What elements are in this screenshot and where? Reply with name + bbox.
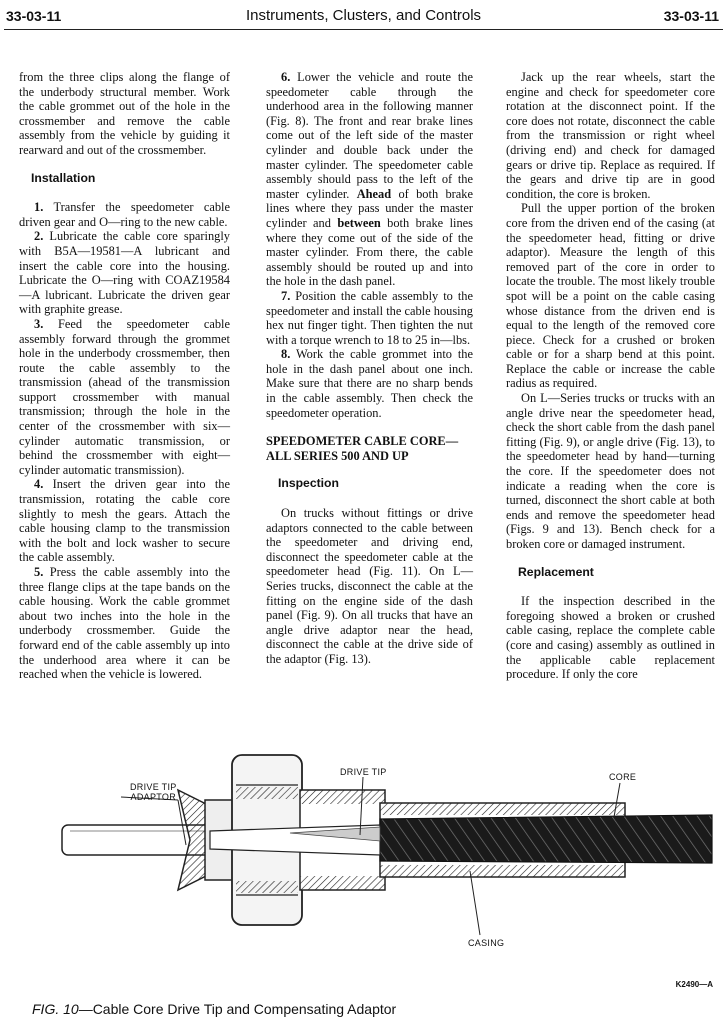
- step-3: [19, 317, 230, 478]
- paragraph: Pull the upper portion of the broken core from the driven end of the casing (at the speedometer head, fitting or drive adaptor). Measure the length of this removed part of the core in order to locate the trouble. The most likely trouble spot will be a point on the cable casing whose distance from the driven end is equal to the length of the removed core piece. Check for a crushed or broken cable or for a sharp bend at this point. Replace the cable or increase the cable radius as required.: [506, 201, 715, 391]
- step-text: Lubricate the cable core sparingly with B5A—19581—A lubricant and insert the cable core into the housing. Lubricate the O—ring with COAZ19584—A lubricant. Lubricate the driven gear with graphite grease.: [19, 229, 230, 317]
- step-1: [19, 200, 230, 229]
- step-text: Transfer the speedometer cable driven gear and O—ring to the new cable.: [19, 200, 230, 229]
- step-4: [19, 477, 230, 565]
- step-text: Insert the driven gear into the transmission, rotating the cable core slightly to mesh the gears. Attach the cable housing clamp to the transmission with the bolt and lock washer to secure the cable assembly.: [19, 477, 230, 565]
- heading-installation: Installation: [31, 170, 96, 185]
- label-casing: CASING: [468, 938, 505, 948]
- figure-caption: FIG. 10—Cable Core Drive Tip and Compensating Adaptor: [32, 1001, 397, 1017]
- step-2: [19, 229, 230, 317]
- paragraph: from the three clips along the flange of the underbody structural member. Work the cable grommet out of the hole in the crossmember and remove the cable assembly from the vehicle by guiding it rearward and out of the crossmember.: [19, 70, 230, 157]
- figure-cable-drive-tip: [0, 745, 727, 995]
- leader-casing: [470, 871, 480, 935]
- step-text: Lower the vehicle and route the speedometer cable through the underhood area in the following manner (Fig. 8). The front and rear brake lines come out of the left side of the master cylinder and double back under the master cylinder. The speedometer cable assembly should pass to the left of the master cylinder.: [266, 70, 473, 201]
- step-7: [266, 289, 473, 347]
- page-header: [0, 4, 727, 28]
- label-line: DRIVE TIP: [130, 782, 177, 792]
- page-title: Instruments, Clusters, and Controls: [245, 7, 482, 24]
- step-text: Position the cable assembly to the speedometer and install the cable housing hex nut finger tight. Then tighten the nut with a torque wrench to 18 to 25 in—lbs.: [266, 288, 473, 347]
- column-2: [266, 70, 473, 667]
- heading-inspection: Inspection: [278, 476, 339, 491]
- emphasis-between: between: [337, 215, 381, 230]
- step-number: 6.: [281, 70, 291, 84]
- section-heading: SPEEDOMETER CABLE CORE—ALL SERIES 500 AND UP: [266, 434, 459, 463]
- heading-replacement: Replacement: [518, 564, 594, 579]
- paragraph: If the inspection described in the foregoing showed a broken or crushed cable casing, replace the complete cable (core and casing) assembly as outlined in the applicable cable replacement procedure. If only the core: [506, 594, 715, 682]
- caption-text: Cable Core Drive Tip and Compensating Adaptor: [92, 1001, 397, 1017]
- step-text: Feed the speedometer cable assembly forward through the grommet hole in the underbody crossmember, then route the cable assembly to the transmission (ahead of the transmission support crossmember with manual transmission; through the hole in the center of the crossmember with six—cylinder automatic transmission, or behind the crossmember with eight—cylinder automatic transmission).: [19, 316, 230, 477]
- step-8: [266, 347, 473, 420]
- emphasis-ahead: Ahead: [356, 186, 392, 201]
- step-number: 3.: [34, 316, 44, 331]
- step-text: of both brake lines where they pass under the master cylinder and: [266, 186, 473, 230]
- step-number: 8.: [281, 347, 291, 362]
- cable-assembly-illustration: [0, 745, 727, 995]
- core: [380, 815, 712, 863]
- label-drive-tip-adaptor: [130, 782, 177, 802]
- label-core: CORE: [609, 772, 637, 782]
- column-1: [19, 70, 230, 682]
- figure-number: FIG. 10: [32, 1001, 79, 1017]
- step-number: 2.: [34, 229, 44, 244]
- step-number: 1.: [34, 200, 44, 215]
- step-text: Work the cable grommet into the hole in the dash panel about one inch. Make sure that there are no sharp bends in the cable assembly. Then check the speedometer operation.: [266, 347, 473, 420]
- step-number: 7.: [281, 288, 291, 303]
- step-number: 5.: [34, 565, 44, 579]
- label-line: ADAPTOR: [130, 792, 176, 802]
- paragraph: On L—Series trucks or trucks with an angle drive near the speedometer head, check the short cable from the dash panel fitting (Fig. 9), or angle drive (Fig. 13), to the speedometer head by hand—turning the core. If the speedometer does not indicate a reading when the core is turned, disconnect the short cable at both ends and remove the speedometer head (Figs. 9 and 13). Bench check for a broken core or damaged instrument.: [506, 391, 715, 551]
- label-drive-tip: DRIVE TIP: [340, 767, 387, 777]
- step-text: both brake lines where they come out of the side of the master cylinder. From there, the cable assembly should be routed up and into the hole in the dash panel.: [266, 215, 473, 289]
- step-5: [19, 565, 230, 682]
- page-number-left: 33-03-11: [6, 8, 62, 24]
- figure-code: K2490—A: [675, 980, 713, 989]
- column-3: [506, 70, 715, 682]
- header-rule: [4, 29, 723, 30]
- step-text: Press the cable assembly into the three flange clips at the tape bands on the cable housing. Work the cable grommet about two inches into the hole in the underbody crossmember. Guide the forward end of the cable assembly up into the underhood area where it can be reached when the vehicle is lowered.: [19, 565, 230, 682]
- step-number: 4.: [34, 477, 44, 492]
- step-6: [266, 70, 473, 289]
- page-number-right: 33-03-11: [663, 8, 719, 24]
- paragraph: Jack up the rear wheels, start the engine and check for speedometer core rotation at the disconnect point. If the core does not rotate, disconnect the cable from the transmission or right wheel (driving end) and check for damaged gears or drive tip. Replace as required. If the gears and drive tip are in good condition, the core is broken.: [506, 70, 715, 201]
- paragraph: On trucks without fittings or drive adaptors connected to the cable between the speedometer and driving end, disconnect the speedometer cable at the speedometer head (Fig. 11). On L—Series trucks, disconnect the cable at the fitting on the engine side of the dash panel (Fig. 9). On all trucks that have an angle drive adaptor near the head, disconnect the cable at the drive side of the adaptor (Fig. 13).: [266, 506, 473, 666]
